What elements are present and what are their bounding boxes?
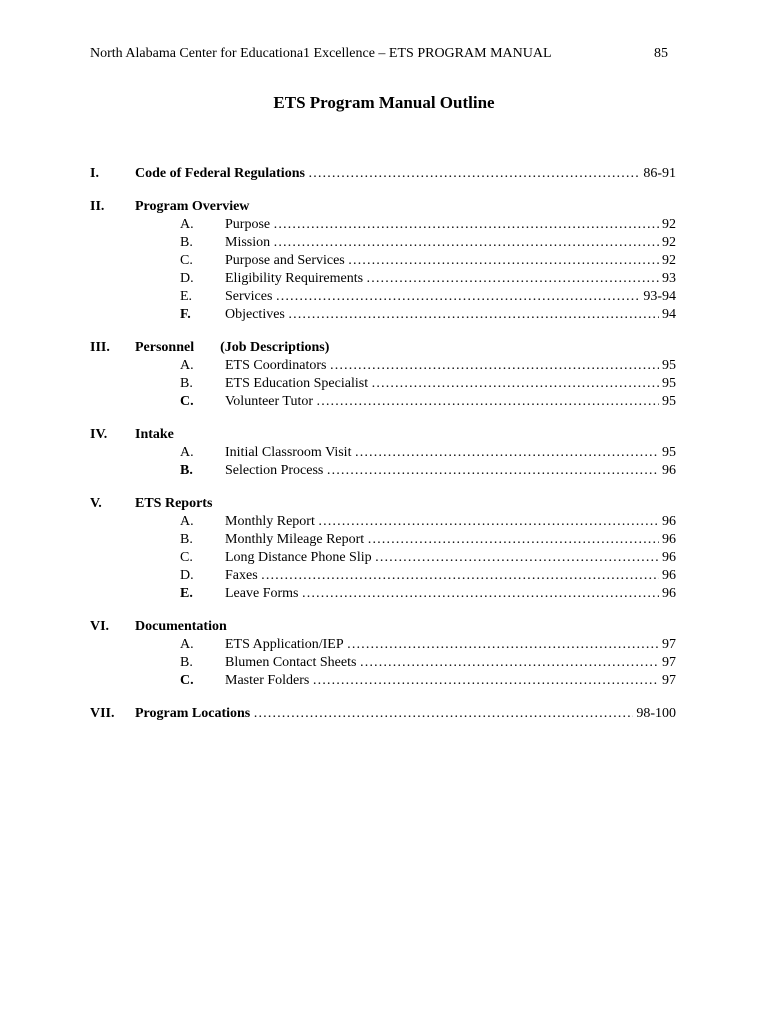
- dot-leader: [316, 393, 659, 411]
- section-title: Personnel: [135, 340, 195, 355]
- section-pages: 98-100: [636, 706, 676, 721]
- section-numeral: VII.: [90, 706, 115, 721]
- dot-leader: [312, 672, 659, 690]
- section-heading-row: [90, 198, 676, 216]
- dot-leader: [273, 234, 659, 252]
- item-pages: 96: [662, 514, 676, 529]
- dot-leader: [301, 585, 659, 603]
- item-label: Master Folders: [225, 673, 310, 688]
- outline-section: [90, 426, 676, 480]
- item-letter: B.: [180, 532, 193, 547]
- section-pages: 86-91: [643, 166, 676, 181]
- dot-leader: [330, 357, 660, 375]
- dot-leader: [366, 270, 659, 288]
- item-letter: C.: [180, 253, 193, 268]
- item-label: Long Distance Phone Slip: [225, 550, 372, 565]
- item-letter: E.: [180, 586, 193, 601]
- section-heading-row[interactable]: [90, 705, 676, 723]
- item-label: Objectives: [225, 307, 285, 322]
- item-label: Leave Forms: [225, 586, 299, 601]
- item-letter: A.: [180, 637, 194, 652]
- dot-leader: [253, 705, 633, 723]
- item-pages: 96: [662, 463, 676, 478]
- item-letter: E.: [180, 289, 193, 304]
- item-letter: B.: [180, 376, 193, 391]
- item-letter: A.: [180, 514, 194, 529]
- outline-item[interactable]: [90, 375, 676, 393]
- dot-leader: [375, 549, 659, 567]
- page-number: 85: [654, 46, 668, 61]
- outline-item[interactable]: [90, 288, 676, 306]
- section-numeral: I.: [90, 166, 99, 181]
- section-heading-row[interactable]: [90, 165, 676, 183]
- item-label: Services: [225, 289, 273, 304]
- item-letter: C.: [180, 394, 194, 409]
- item-letter: A.: [180, 358, 194, 373]
- item-letter: B.: [180, 655, 193, 670]
- item-label: ETS Application/IEP: [225, 637, 344, 652]
- outline-item[interactable]: [90, 636, 676, 654]
- dot-leader: [326, 462, 659, 480]
- item-pages: 96: [662, 550, 676, 565]
- dot-leader: [359, 654, 659, 672]
- section-numeral: V.: [90, 496, 102, 511]
- dot-leader: [275, 288, 640, 306]
- item-letter: A.: [180, 217, 194, 232]
- dot-leader: [367, 531, 659, 549]
- outline-item[interactable]: [90, 462, 676, 480]
- item-letter: F.: [180, 307, 191, 322]
- outline-item[interactable]: [90, 513, 676, 531]
- dot-leader: [347, 636, 659, 654]
- section-title: Intake: [135, 427, 174, 442]
- outline-item[interactable]: [90, 306, 676, 324]
- page-title: ETS Program Manual Outline: [273, 93, 495, 112]
- item-label: Purpose and Services: [225, 253, 345, 268]
- item-label: Selection Process: [225, 463, 324, 478]
- item-label: Initial Classroom Visit: [225, 445, 352, 460]
- section-title: Program Locations: [135, 706, 251, 721]
- dot-leader: [318, 513, 659, 531]
- dot-leader: [354, 444, 659, 462]
- item-letter: D.: [180, 568, 194, 583]
- outline-section: [90, 165, 676, 183]
- item-pages: 95: [662, 376, 676, 391]
- section-numeral: II.: [90, 199, 105, 214]
- item-letter: B.: [180, 235, 193, 250]
- item-pages: 95: [662, 358, 676, 373]
- outline-section: [90, 705, 676, 723]
- outline-item[interactable]: [90, 585, 676, 603]
- item-pages: 95: [662, 445, 676, 460]
- item-label: Purpose: [225, 217, 271, 232]
- outline-item[interactable]: [90, 270, 676, 288]
- item-pages: 94: [662, 307, 676, 322]
- item-pages: 97: [662, 637, 676, 652]
- outline-section: [90, 495, 676, 603]
- outline-item[interactable]: [90, 444, 676, 462]
- outline-section: [90, 339, 676, 411]
- outline-section: [90, 618, 676, 690]
- item-pages: 95: [662, 394, 676, 409]
- section-subtitle: (Job Descriptions): [220, 340, 330, 355]
- item-pages: 93: [662, 271, 676, 286]
- dot-leader: [348, 252, 659, 270]
- outline-item[interactable]: [90, 531, 676, 549]
- outline-item[interactable]: [90, 357, 676, 375]
- item-label: Blumen Contact Sheets: [225, 655, 357, 670]
- outline-item[interactable]: [90, 567, 676, 585]
- section-title: ETS Reports: [135, 496, 213, 511]
- item-pages: 92: [662, 217, 676, 232]
- section-title: Documentation: [135, 619, 227, 634]
- outline-item[interactable]: [90, 216, 676, 234]
- dot-leader: [261, 567, 659, 585]
- outline-section: [90, 198, 676, 324]
- item-pages: 92: [662, 253, 676, 268]
- section-numeral: VI.: [90, 619, 110, 634]
- header-text: North Alabama Center for Educationa1 Excellence – ETS PROGRAM MANUAL: [90, 46, 552, 61]
- item-label: ETS Education Specialist: [225, 376, 369, 391]
- item-pages: 96: [662, 586, 676, 601]
- item-pages: 96: [662, 532, 676, 547]
- section-heading-row: [90, 339, 676, 357]
- item-letter: A.: [180, 445, 194, 460]
- item-pages: 92: [662, 235, 676, 250]
- item-label: Eligibility Requirements: [225, 271, 364, 286]
- section-heading-row: [90, 495, 676, 513]
- item-letter: C.: [180, 673, 194, 688]
- section-numeral: III.: [90, 340, 110, 355]
- item-label: ETS Coordinators: [225, 358, 327, 373]
- item-pages: 93-94: [643, 289, 676, 304]
- dot-leader: [288, 306, 659, 324]
- item-label: Mission: [225, 235, 271, 250]
- item-letter: D.: [180, 271, 194, 286]
- dot-leader: [273, 216, 659, 234]
- item-label: Faxes: [225, 568, 258, 583]
- item-letter: B.: [180, 463, 193, 478]
- item-label: Monthly Report: [225, 514, 315, 529]
- outline-item[interactable]: [90, 234, 676, 252]
- dot-leader: [308, 165, 640, 183]
- item-pages: 96: [662, 568, 676, 583]
- item-label: Monthly Mileage Report: [225, 532, 365, 547]
- outline: [90, 165, 676, 738]
- section-numeral: IV.: [90, 427, 108, 442]
- outline-item[interactable]: [90, 672, 676, 690]
- section-heading-row: [90, 618, 676, 636]
- dot-leader: [371, 375, 659, 393]
- item-pages: 97: [662, 655, 676, 670]
- section-title: Code of Federal Regulations: [135, 166, 305, 181]
- item-label: Volunteer Tutor: [225, 394, 314, 409]
- section-heading-row: [90, 426, 676, 444]
- outline-item[interactable]: [90, 252, 676, 270]
- outline-item[interactable]: [90, 393, 676, 411]
- item-letter: C.: [180, 550, 193, 565]
- outline-item[interactable]: [90, 654, 676, 672]
- outline-item[interactable]: [90, 549, 676, 567]
- section-title: Program Overview: [135, 199, 250, 214]
- item-pages: 97: [662, 673, 676, 688]
- running-header: [90, 46, 668, 62]
